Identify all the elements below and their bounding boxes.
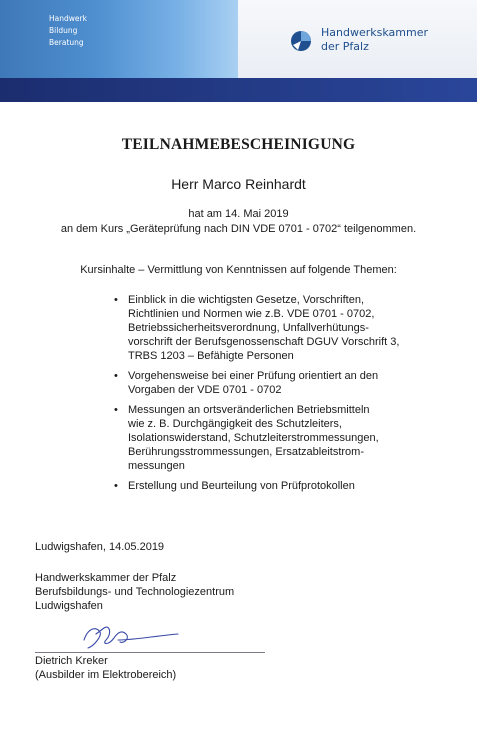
signer-name: Dietrich Kreker [35,655,108,667]
participation-date: hat am 14. Mai 2019 [188,208,289,220]
list-item [112,293,432,363]
topic-line: TRBS 1203 – Befähigte Personen [128,350,294,362]
organization-line: Berufsbildungs- und Technologiezentrum [35,586,235,598]
topics-intro: Kursinhalte – Vermittlung von Kenntnissen auf folgende Themen: [80,264,397,276]
topic-line: Vorgaben der VDE 0701 - 0702 [128,384,282,396]
document-title: TEILNAHMEBESCHEINIGUNG [121,136,356,153]
organization-line: Ludwigshafen [35,600,103,612]
organization-block [35,571,234,613]
logo-text-line: der Pfalz [321,40,369,53]
tagline-line: Bildung [49,26,78,35]
organization-line: Handwerkskammer der Pfalz [35,572,177,584]
topic-list [112,293,432,499]
tagline-line: Beratung [49,38,84,47]
topic-line: Betriebssicherheitsverordnung, Unfallverhütungs- [128,322,369,334]
tagline-line: Handwerk [49,14,87,23]
list-item [112,479,432,493]
signer-role: (Ausbilder im Elektrobereich) [35,669,177,681]
place-and-date: Ludwigshafen, 14.05.2019 [35,541,165,553]
recipient-name: Herr Marco Reinhardt [171,176,306,192]
topic-line: Berührungsstrommessungen, Ersatzableitstrom- [128,446,364,458]
chamber-logo-icon [290,30,312,52]
topic-line: Messungen an ortsveränderlichen Betriebsmitteln [128,404,370,416]
logo-text-line: Handwerkskammer [321,26,428,39]
topic-line: vorschrift der Berufsgenossenschaft DGUV Vorschrift 3, [128,336,400,348]
list-item [112,369,432,397]
topic-line: Einblick in die wichtigsten Gesetze, Vorschriften, [128,294,365,306]
header-tagline [49,13,87,49]
bullet-icon: • [114,480,118,492]
course-line: an dem Kurs „Geräteprüfung nach DIN VDE 0701 - 0702“ teilgenommen. [60,223,417,235]
bullet-icon: • [114,404,118,416]
signer-block [35,654,176,682]
topic-line: wie z. B. Durchgängigkeit des Schutzleiters, [128,418,342,430]
topic-line: Isolationswiderstand, Schutzleiterstrommessungen, [128,432,379,444]
handwritten-signature [74,620,184,654]
chamber-logo-text [321,26,428,54]
bullet-icon: • [114,294,118,306]
topic-line: Erstellung und Beurteilung von Prüfprotokollen [128,480,355,492]
topic-line: Richtlinien und Normen wie z.B. VDE 0701 - 0702, [128,308,375,320]
bullet-icon: • [114,370,118,382]
topic-line: Vorgehensweise bei einer Prüfung orientiert an den [128,370,379,382]
header-band [0,78,477,102]
topic-line: messungen [128,460,185,472]
signature-line [35,652,265,653]
list-item [112,403,432,473]
header-gradient-panel [0,0,238,78]
